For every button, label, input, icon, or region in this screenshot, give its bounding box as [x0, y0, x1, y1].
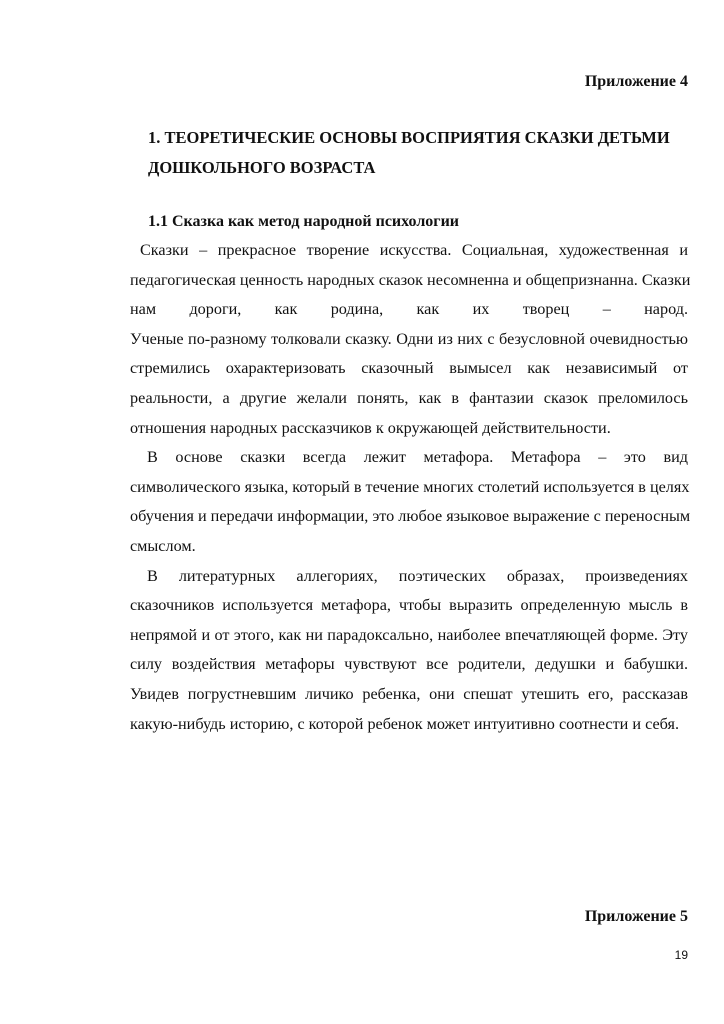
paragraph-line: смыслом.	[130, 536, 196, 555]
paragraph-line: нам дороги, как родина, как их творец – народ.	[130, 300, 688, 319]
paragraph-line: обучения и передачи информации, это любое языковое выражение с переносным	[130, 507, 691, 526]
page-number: 19	[674, 948, 688, 962]
paragraph-line: отношения народных рассказчиков к окружающей действительности.	[130, 418, 611, 437]
paragraph	[130, 562, 688, 740]
paragraph-line: реальности, а другие желали понять, как в фантазии сказок преломилось	[130, 388, 688, 407]
paragraph-line: какую-нибудь историю, с которой ребенок может интуитивно соотнести и себя.	[130, 714, 679, 733]
appendix-label-top: Приложение 4	[584, 73, 688, 90]
paragraph-line: силу воздействия метафоры чувствуют все родители, дедушки и бабушки.	[130, 655, 688, 674]
chapter-title-line: ДОШКОЛЬНОГО ВОЗРАСТА	[148, 158, 376, 177]
paragraph-line: Увидев погрустневшим личико ребенка, они спешат утешить его, рассказав	[130, 684, 688, 703]
paragraph	[130, 236, 691, 443]
section-heading: 1.1 Сказка как метод народной психологии	[148, 213, 459, 230]
paragraph-line: символического языка, который в течение многих столетий используется в целях	[130, 477, 690, 496]
paragraph-line: В литературных аллегориях, поэтических образах, произведениях	[147, 566, 688, 585]
paragraph-line: В основе сказки всегда лежит метафора. Метафора – это вид	[147, 448, 688, 467]
paragraph-line: стремились охарактеризовать сказочный вымысел как независимый от	[130, 359, 688, 378]
paragraph-line: Ученые по-разному толковали сказку. Одни из них с безусловной очевидностью	[130, 329, 688, 348]
paragraph-line: Сказки – прекрасное творение искусства. Социальная, художественная и	[140, 241, 688, 259]
body-text	[130, 236, 691, 739]
paragraph-line: педагогическая ценность народных сказок несомненна и общепризнанна. Сказки	[130, 270, 691, 289]
paragraph	[130, 443, 691, 561]
chapter-title-line: 1. ТЕОРЕТИЧЕСКИЕ ОСНОВЫ ВОСПРИЯТИЯ СКАЗКИ ДЕТЬМИ	[148, 128, 670, 147]
appendix-label-bottom: Приложение 5	[584, 908, 688, 925]
paragraph-line: непрямой и от этого, как ни парадоксально, наиболее впечатляющей форме. Эту	[130, 625, 688, 644]
chapter-title	[148, 123, 708, 183]
paragraph-line: сказочников используется метафора, чтобы выразить определенную мысль в	[130, 596, 688, 615]
